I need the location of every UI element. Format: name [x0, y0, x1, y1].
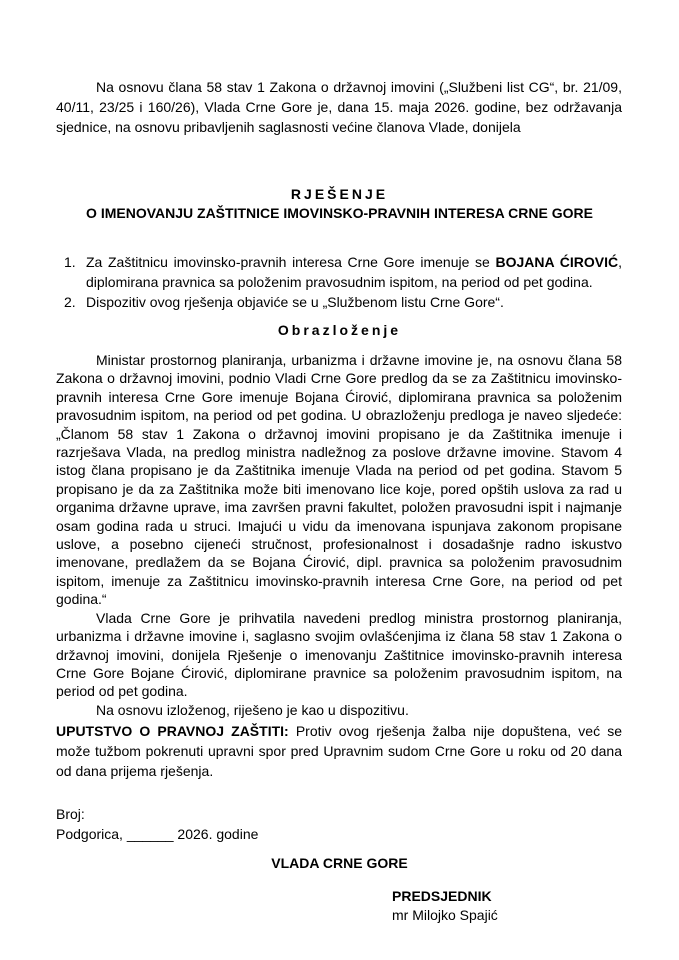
dispositive-list	[56, 252, 622, 312]
reference-number: Broj:	[56, 806, 85, 822]
reasoning-paragraph: Vlada Crne Gore je prihvatila navedeni predlog ministra prostornog planiranja, urbanizma i državne imovine i, saglasno svojim ovlašćenjima iz člana 58 stav 1 Zakona o državnoj imovini, donijela Rješenje o imenovanju Zaštitnice imovinsko-pravnih interesa Crne Gore Bojane Ćirović, diplomirane pravnice sa položenim pravosudnim ispitom, na period od pet godina.	[56, 609, 622, 700]
reasoning-body	[56, 351, 622, 719]
reasoning-title: Obrazloženje	[277, 322, 402, 338]
document-subtitle: O IMENOVANJU ZAŠTITNICE IMOVINSKO-PRAVNIH INTERESA CRNE GORE	[86, 205, 593, 221]
dispositive-text: Za Zaštitnicu imovinsko-pravnih interesa Crne Gore imenuje se	[86, 254, 496, 270]
legal-remedy-text: Protiv ovog rješenja žalba nije dopuštena, već se može tužbom pokrenuti upravni spor pred Upravnim sudom Crne Gore u roku od 20 dana od dana prijema rješenja.	[56, 723, 622, 779]
document-title: RJEŠENJE	[290, 186, 389, 202]
place-and-date: Podgorica, ______ 2026. godine	[56, 826, 259, 842]
dispositive-number: 1.	[64, 254, 76, 270]
dispositive-text: Dispozitiv ovog rješenja objaviće se u „Službenom listu Crne Gore“.	[86, 294, 504, 310]
signatory-name: mr Milojko Spajić	[392, 907, 498, 923]
issuing-authority: VLADA CRNE GORE	[271, 855, 408, 871]
dispositive-text: , diplomirana pravnica sa položenim pravosudnim ispitom, na period od pet godina.	[86, 254, 622, 290]
signatory-title: PREDSJEDNIK	[392, 888, 492, 904]
legal-remedy-label: UPUTSTVO O PRAVNOJ ZAŠTITI:	[56, 723, 289, 739]
dispositive-item	[56, 292, 622, 312]
dispositive-number: 2.	[64, 294, 76, 310]
reasoning-paragraph: Ministar prostornog planiranja, urbanizma i državne imovine je, na osnovu člana 58 Zakona o državnoj imovini, podnio Vladi Crne Gore predlog da se za Zaštitnicu imovinsko-pravnih interesa Crne Gore imenuje Bojana Ćirović, diplomirana pravnica sa položenim pravosudnim ispitom, na period od pet godina. U obrazloženju predloga je naveo sljedeće: „Članom 58 stav 1 Zakona o državnoj imovini propisano je da Zaštitnika imenuje i razrješava Vlada, na predlog ministra nadležnog za poslove državne imovine. Stavom 4 istog člana propisano je da Zaštitnika imenuje Vlada na period od pet godina. Stavom 5 propisano je da za Zaštitnika može biti imenovano lice koje, pored opštih uslova za rad u organima državne uprave, ima završen pravni fakultet, položen pravosudni ispit i najmanje osam godina rada u struci. Imajući u vidu da imenovana ispunjava zakonom propisane uslove, a posebno cijeneći stručnost, profesionalnost i dosadašnje radno iskustvo imenovane, predlažem da se Bojana Ćirović, dipl. pravnica sa položenim pravosudnim ispitom, imenuje za Zaštitnicu imovinsko-pravnih interesa Crne Gore, na period od pet godina.“	[56, 352, 622, 608]
dispositive-item	[56, 252, 622, 292]
intro-paragraph: Na osnovu člana 58 stav 1 Zakona o državnoj imovini („Službeni list CG“, br. 21/09, 40/11, 23/25 i 160/26), Vlada Crne Gore je, dana 15. maja 2026. godine, bez održavanja sjednice, na osnovu pribavljenih saglasnosti većine članova Vlade, donijela	[56, 79, 622, 135]
legal-remedy-instruction	[56, 721, 622, 781]
reasoning-paragraph: Na osnovu izloženog, riješeno je kao u dispozitivu.	[96, 701, 409, 718]
appointee-name: BOJANA ĆIROVIĆ	[495, 254, 619, 270]
